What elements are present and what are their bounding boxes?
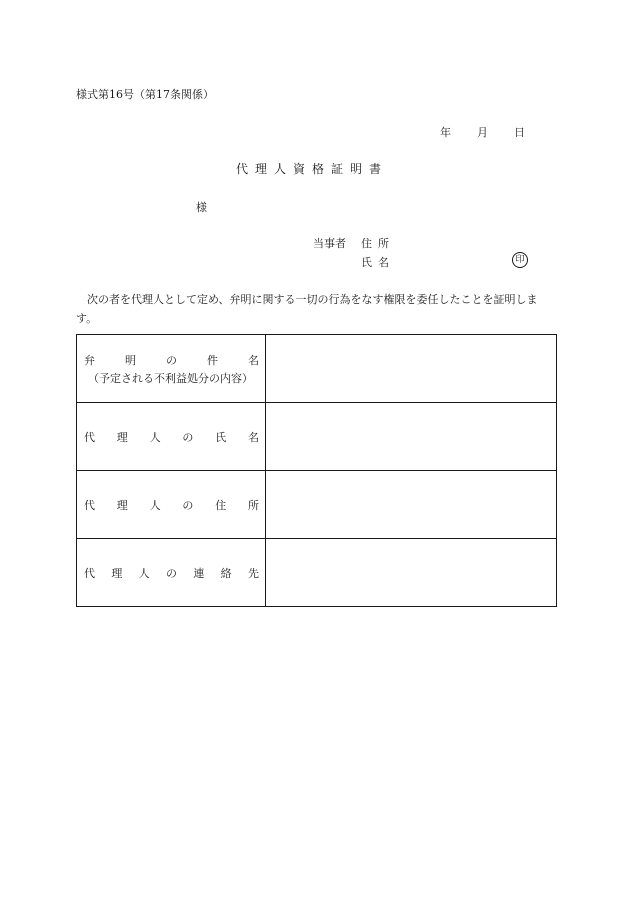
addressee-honorific: 様 [196, 201, 207, 214]
label-char: の [166, 353, 177, 367]
date-year-label: 年 [440, 126, 451, 139]
table-row [77, 539, 557, 607]
form-number: 様式第16号（第17条関係） [76, 88, 214, 101]
row-label-subject [84, 352, 259, 368]
label-char: 理 [116, 430, 128, 444]
label-char: 件 [207, 353, 218, 367]
label-char: 人 [138, 566, 150, 580]
value-cell-agent-name[interactable] [266, 403, 557, 471]
label-char: 絡 [220, 566, 232, 580]
label-char: 先 [247, 566, 259, 580]
party-label: 当事者 [313, 237, 346, 250]
label-char: 代 [84, 430, 95, 444]
value-cell-agent-address[interactable] [266, 471, 557, 539]
label-cell [77, 539, 266, 607]
label-char: 人 [149, 430, 161, 444]
label-char: 弁 [84, 353, 95, 367]
certification-text: 次の者を代理人として定め、弁明に関する一切の行為をなす権限を委任したことを証明します。 [76, 293, 538, 325]
table-row [77, 471, 557, 539]
row-label-agent-address [84, 497, 259, 513]
party-address-label: 住所 [361, 237, 395, 250]
label-char: 住 [215, 498, 227, 512]
label-char: 連 [193, 566, 205, 580]
label-char: 代 [84, 498, 95, 512]
label-cell [77, 335, 266, 403]
label-char: の [165, 566, 177, 580]
row-label-agent-name [84, 429, 259, 445]
label-char: 理 [116, 498, 128, 512]
representative-info-table [76, 334, 557, 607]
row-label-agent-contact [84, 565, 259, 581]
document-title: 代理人資格証明書 [236, 162, 389, 176]
label-char: 氏 [215, 430, 227, 444]
label-cell [77, 471, 266, 539]
value-cell-subject[interactable] [266, 335, 557, 403]
label-char: 名 [248, 353, 259, 367]
date-day-label: 日 [514, 126, 525, 139]
label-char: の [182, 498, 194, 512]
label-char: の [182, 430, 194, 444]
label-char: 代 [84, 566, 95, 580]
label-char: 人 [149, 498, 161, 512]
value-cell-agent-contact[interactable] [266, 539, 557, 607]
table-row [77, 403, 557, 471]
label-char: 所 [247, 498, 259, 512]
label-char: 名 [247, 430, 259, 444]
date-line [440, 124, 525, 140]
party-name-label: 氏名 [361, 256, 395, 269]
row-note-subject: （予定される不利益処分の内容） [88, 371, 253, 385]
label-cell [77, 403, 266, 471]
date-month-label: 月 [477, 126, 488, 139]
seal-mark: 印 [512, 252, 528, 268]
label-char: 明 [125, 353, 136, 367]
label-char: 理 [111, 566, 123, 580]
table-row [77, 335, 557, 403]
